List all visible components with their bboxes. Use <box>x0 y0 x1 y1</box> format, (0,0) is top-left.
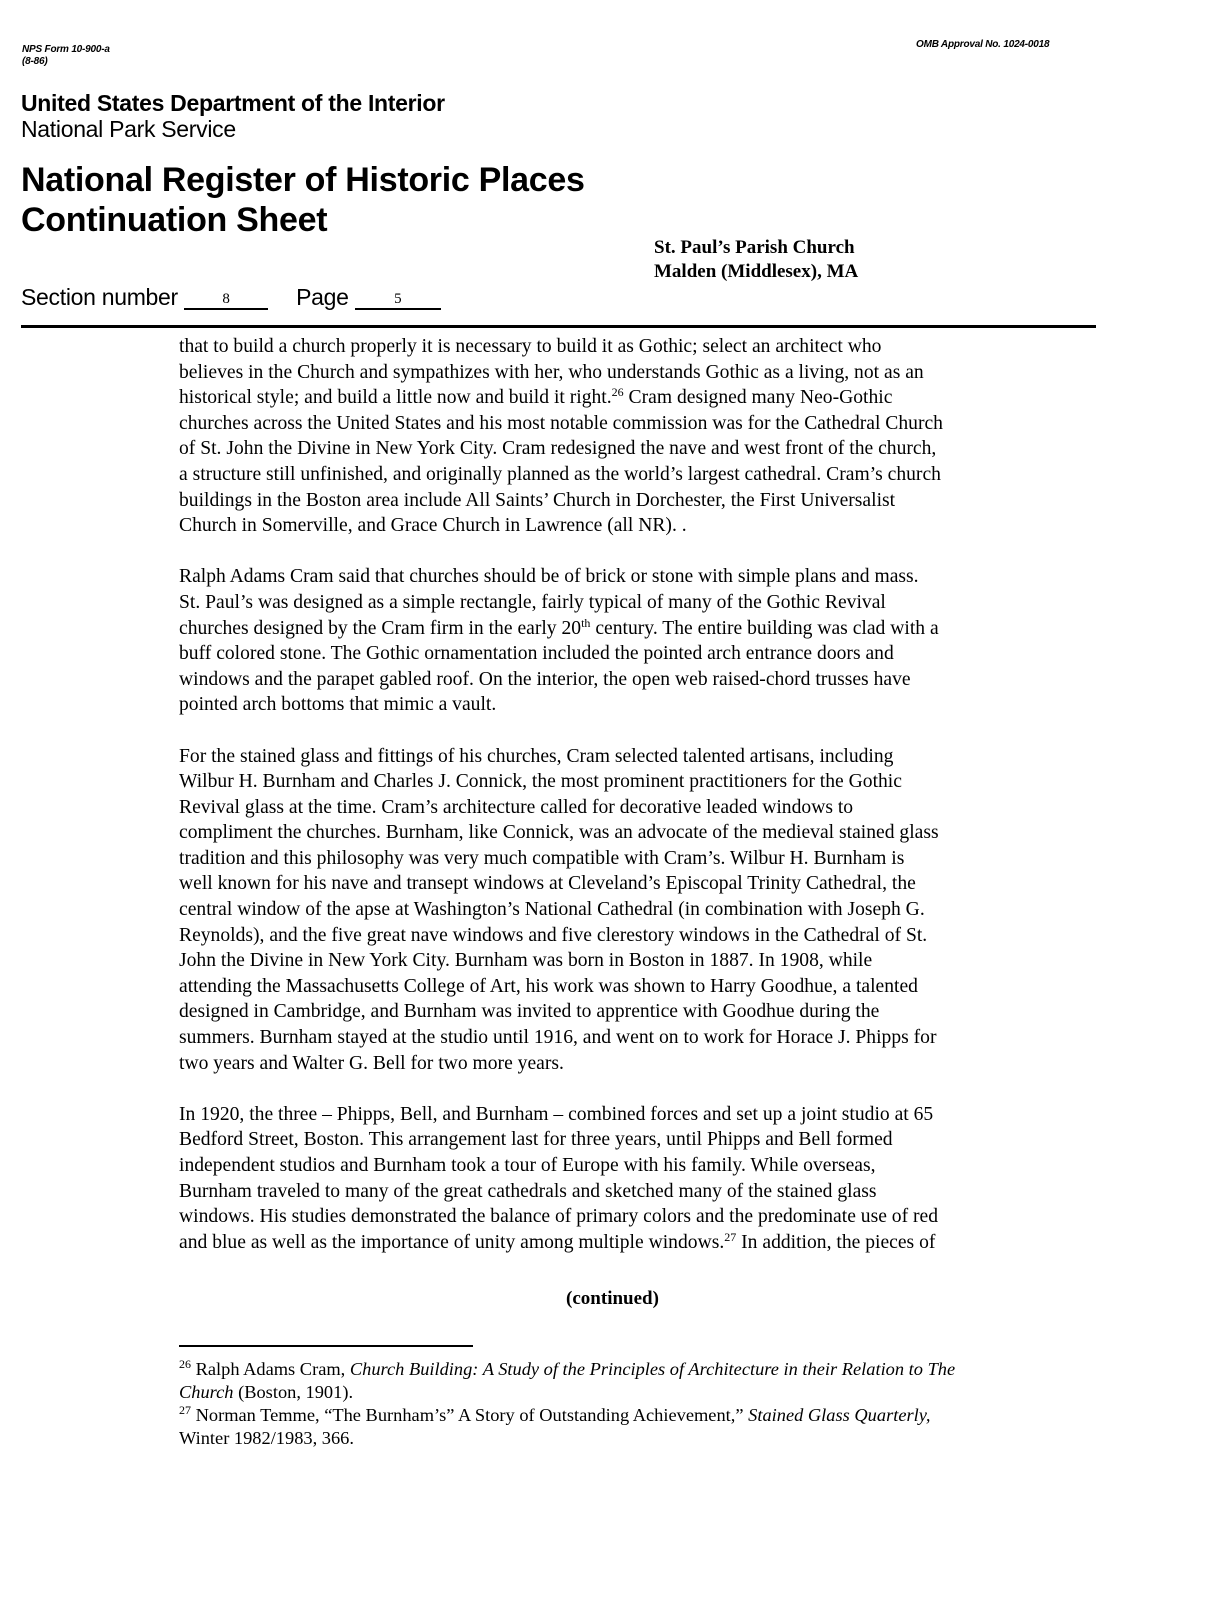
text-line: churches across the United States and his most notable commission was for the Cathedral Church <box>179 412 943 434</box>
paragraph-4 <box>179 1102 1059 1256</box>
text-line: Burnham traveled to many of the great cathedrals and sketched many of the stained glass <box>179 1180 877 1202</box>
form-revision-line: (8-86) <box>22 56 48 67</box>
text-line: Reynolds), and the five great nave windows and five clerestory windows in the Cathedral of St. <box>179 924 928 946</box>
footnote-number: 26 <box>179 1357 191 1371</box>
footnote-line <box>179 1381 1069 1404</box>
paragraph-3 <box>179 744 1059 1077</box>
footnote-27 <box>179 1404 1069 1450</box>
text-line <box>179 1230 1059 1256</box>
text-line: independent studios and Burnham took a tour of Europe with his family. While overseas, <box>179 1155 876 1176</box>
footnote-title-cont: Church <box>179 1382 234 1402</box>
document-title: National Register of Historic Places <box>21 161 585 199</box>
document-subtitle: Continuation Sheet <box>21 201 328 239</box>
footnote-ref-26: 26 <box>611 385 624 400</box>
text-segment: churches designed by the Cram firm in the early 20 <box>179 617 582 639</box>
text-line: a structure still unfinished, and originally planned as the world’s largest cathedral. Cram’s church <box>179 463 941 485</box>
agency-name: National Park Service <box>21 116 236 142</box>
text-line <box>179 385 1059 411</box>
text-line: St. Paul’s was designed as a simple rectangle, fairly typical of many of the Gothic Revival <box>179 591 886 613</box>
section-page-row <box>21 282 441 312</box>
page-label: Page <box>296 284 349 310</box>
header-divider <box>21 325 1096 328</box>
text-line: Wilbur H. Burnham and Charles J. Connick, the most prominent practitioners for the Gothic <box>179 771 902 793</box>
text-line: of St. John the Divine in New York City. Cram redesigned the nave and west front of the church, <box>179 438 937 460</box>
footnote-26 <box>179 1358 1069 1404</box>
footnote-number: 27 <box>179 1403 191 1417</box>
text-line: buildings in the Boston area include All Saints’ Church in Dorchester, the First Universalist <box>179 489 896 511</box>
text-segment: In addition, the pieces of <box>736 1231 936 1253</box>
footnote-line: Winter 1982/1983, 366. <box>179 1428 354 1448</box>
page-number-value: 5 <box>355 290 441 310</box>
text-line: windows and the parapet gabled roof. On the interior, the open web raised-chord trusses have <box>179 668 911 690</box>
footnote-text: Norman Temme, “The Burnham’s” A Story of Outstanding Achievement,” <box>191 1405 749 1425</box>
text-line: summers. Burnham stayed at the studio until 1916, and went on to work for Horace J. Phipps for <box>179 1027 937 1049</box>
text-line: that to build a church properly it is necessary to build it as Gothic; select an architect who <box>179 336 882 357</box>
text-line: well known for his nave and transept windows at Cleveland’s Episcopal Trinity Cathedral, the <box>179 873 916 895</box>
paragraph-1 <box>179 334 1059 539</box>
text-line: tradition and this philosophy was very much compatible with Cram’s. Wilbur H. Burnham is <box>179 847 905 869</box>
text-line: designed in Cambridge, and Burnham was invited to apprentice with Goodhue during the <box>179 1001 880 1023</box>
property-name: St. Paul’s Parish Church <box>654 237 855 258</box>
text-line: two years and Walter G. Bell for two more years. <box>179 1052 564 1074</box>
text-segment: historical style; and build a little now and build it right. <box>179 387 612 409</box>
text-line: In 1920, the three – Phipps, Bell, and Burnham – combined forces and set up a joint studio at 65 <box>179 1103 934 1125</box>
text-line: buff colored stone. The Gothic ornamentation included the pointed arch entrance doors and <box>179 643 894 665</box>
omb-approval: OMB Approval No. 1024-0018 <box>916 39 1050 50</box>
property-location: Malden (Middlesex), MA <box>654 261 859 282</box>
footnote-journal: Stained Glass Quarterly, <box>748 1405 931 1425</box>
footnote-line <box>179 1404 1069 1427</box>
text-line: believes in the Church and sympathizes with her, who understands Gothic as a living, not as an <box>179 361 924 383</box>
text-line: central window of the apse at Washington’s National Cathedral (in combination with Joseph G. <box>179 899 925 921</box>
text-line: For the stained glass and fittings of his churches, Cram selected talented artisans, including <box>179 745 894 767</box>
text-segment: and blue as well as the importance of unity among multiple windows. <box>179 1231 725 1253</box>
form-number-line: NPS Form 10-900-a <box>22 44 110 55</box>
continued-note: (continued) <box>566 1288 659 1309</box>
ordinal-suffix: th <box>581 615 591 630</box>
text-line: Ralph Adams Cram said that churches should be of brick or stone with simple plans and mass. <box>179 566 919 588</box>
paragraph-2 <box>179 564 1059 718</box>
text-line: pointed arch bottoms that mimic a vault. <box>179 694 497 716</box>
text-line: Revival glass at the time. Cram’s architecture called for decorative leaded windows to <box>179 796 854 818</box>
form-number <box>22 44 110 68</box>
text-segment: Cram designed many Neo-Gothic <box>623 387 893 409</box>
footnote-author: Ralph Adams Cram, <box>191 1359 350 1379</box>
footnote-title: Church Building: A Study of the Principles of Architecture in their Relation to The <box>349 1359 956 1379</box>
text-line: windows. His studies demonstrated the balance of primary colors and the predominate use of red <box>179 1206 939 1228</box>
text-segment: century. The entire building was clad with a <box>590 617 939 639</box>
section-number-value: 8 <box>184 290 268 310</box>
footnote-divider <box>179 1345 473 1347</box>
body-text <box>179 334 1059 1281</box>
text-line: compliment the churches. Burnham, like Connick, was an advocate of the medieval stained glass <box>179 822 939 844</box>
text-line <box>179 616 1059 642</box>
footnote-line <box>179 1358 1069 1381</box>
footnote-ref-27: 27 <box>724 1229 737 1244</box>
text-line: Church in Somerville, and Grace Church in Lawrence (all NR). . <box>179 515 687 537</box>
text-line: attending the Massachusetts College of Art, his work was shown to Harry Goodhue, a talented <box>179 975 918 997</box>
footnote-publication: (Boston, 1901). <box>233 1382 354 1402</box>
section-number-label: Section number <box>21 284 178 310</box>
text-line: Bedford Street, Boston. This arrangement last for three years, until Phipps and Bell formed <box>179 1129 893 1151</box>
text-line: John the Divine in New York City. Burnham was born in Boston in 1887. In 1908, while <box>179 950 873 972</box>
department-name: United States Department of the Interior <box>21 90 445 116</box>
footnotes <box>179 1358 1069 1450</box>
